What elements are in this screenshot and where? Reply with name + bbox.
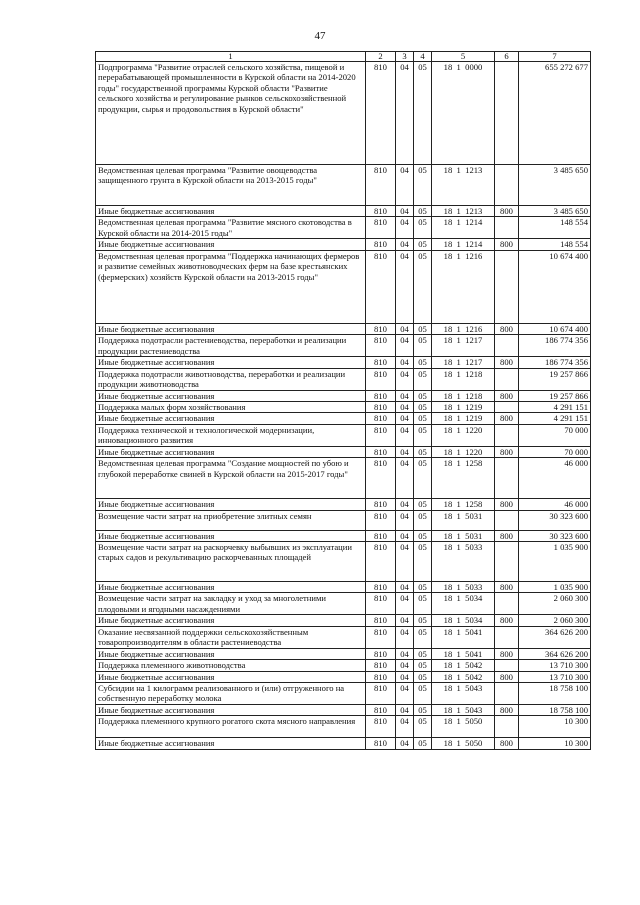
table-row	[96, 648, 591, 659]
table-row	[96, 593, 591, 615]
amount-cell: 10 674 400	[519, 250, 591, 323]
expense-type-cell	[495, 402, 519, 413]
amount-cell: 10 674 400	[519, 323, 591, 334]
subsection-code-cell: 05	[414, 593, 432, 615]
target-article-cell: 18 1 5041	[432, 648, 495, 659]
section-code-cell: 04	[396, 738, 414, 749]
target-article-cell: 18 1 1258	[432, 458, 495, 499]
subsection-code-cell: 05	[414, 530, 432, 541]
subsection-code-cell: 05	[414, 206, 432, 217]
section-code-cell: 04	[396, 390, 414, 401]
row-name-cell: Поддержка племенного крупного рогатого скота мясного направления	[96, 716, 366, 738]
row-name-cell: Иные бюджетные ассигнования	[96, 704, 366, 715]
expense-type-cell	[495, 682, 519, 704]
row-name-cell: Ведомственная целевая программа "Развитие овощеводства защищенного грунта в Курской области на 2013-2015 годы"	[96, 165, 366, 206]
ministry-code-cell: 810	[366, 738, 396, 749]
amount-cell: 10 300	[519, 716, 591, 738]
target-article-cell: 18 1 1213	[432, 165, 495, 206]
row-name-cell: Оказание несвязанной поддержки сельскохозяйственным товаропроизводителям в области растениеводства	[96, 626, 366, 648]
subsection-code-cell: 05	[414, 402, 432, 413]
target-article-cell: 18 1 5042	[432, 671, 495, 682]
subsection-code-cell: 05	[414, 682, 432, 704]
amount-cell: 655 272 677	[519, 62, 591, 165]
section-code-cell: 04	[396, 335, 414, 357]
row-name-cell: Возмещение части затрат на приобретение элитных семян	[96, 510, 366, 530]
row-name-cell: Иные бюджетные ассигнования	[96, 206, 366, 217]
row-name-cell: Иные бюджетные ассигнования	[96, 738, 366, 749]
table-row	[96, 615, 591, 626]
row-name-cell: Возмещение части затрат на закладку и уход за многолетними плодовыми и ягодными насаждениями	[96, 593, 366, 615]
expense-type-cell	[495, 424, 519, 446]
row-name-cell: Иные бюджетные ассигнования	[96, 323, 366, 334]
target-article-cell: 18 1 5033	[432, 542, 495, 582]
expense-type-cell	[495, 368, 519, 390]
subsection-code-cell: 05	[414, 648, 432, 659]
target-article-cell: 18 1 1213	[432, 206, 495, 217]
expense-type-cell	[495, 217, 519, 239]
ministry-code-cell: 810	[366, 335, 396, 357]
subsection-code-cell: 05	[414, 582, 432, 593]
subsection-code-cell: 05	[414, 368, 432, 390]
section-code-cell: 04	[396, 402, 414, 413]
ministry-code-cell: 810	[366, 542, 396, 582]
target-article-cell: 18 1 5034	[432, 593, 495, 615]
amount-cell: 1 035 900	[519, 582, 591, 593]
ministry-code-cell: 810	[366, 206, 396, 217]
target-article-cell: 18 1 1216	[432, 250, 495, 323]
page-number: 47	[314, 30, 326, 42]
amount-cell: 364 626 200	[519, 648, 591, 659]
row-name-cell: Иные бюджетные ассигнования	[96, 390, 366, 401]
table-row	[96, 250, 591, 323]
table-row	[96, 323, 591, 334]
row-name-cell: Иные бюджетные ассигнования	[96, 499, 366, 510]
subsection-code-cell: 05	[414, 671, 432, 682]
amount-cell: 148 554	[519, 239, 591, 250]
amount-cell: 19 257 866	[519, 368, 591, 390]
section-code-cell: 04	[396, 446, 414, 457]
expense-type-cell: 800	[495, 206, 519, 217]
expense-type-cell: 800	[495, 582, 519, 593]
subsection-code-cell: 05	[414, 424, 432, 446]
table-row	[96, 704, 591, 715]
subsection-code-cell: 05	[414, 704, 432, 715]
expense-type-cell	[495, 593, 519, 615]
section-code-cell: 04	[396, 165, 414, 206]
header-col-3: 3	[396, 52, 414, 62]
table-row	[96, 738, 591, 749]
subsection-code-cell: 05	[414, 738, 432, 749]
row-name-cell: Поддержка технической и технологической модернизации, инновационного развития	[96, 424, 366, 446]
header-col-1: 1	[96, 52, 366, 62]
expense-type-cell: 800	[495, 499, 519, 510]
expense-type-cell: 800	[495, 390, 519, 401]
target-article-cell: 18 1 1220	[432, 446, 495, 457]
table-row	[96, 239, 591, 250]
target-article-cell: 18 1 5042	[432, 660, 495, 671]
expense-type-cell: 800	[495, 615, 519, 626]
section-code-cell: 04	[396, 206, 414, 217]
row-name-cell: Иные бюджетные ассигнования	[96, 582, 366, 593]
ministry-code-cell: 810	[366, 446, 396, 457]
expense-type-cell: 800	[495, 671, 519, 682]
row-name-cell: Иные бюджетные ассигнования	[96, 446, 366, 457]
row-name-cell: Ведомственная целевая программа "Развитие мясного скотоводства в Курской области на 2014-2015 годы"	[96, 217, 366, 239]
table-row	[96, 458, 591, 499]
table-row	[96, 499, 591, 510]
expense-type-cell	[495, 716, 519, 738]
section-code-cell: 04	[396, 671, 414, 682]
section-code-cell: 04	[396, 648, 414, 659]
row-name-cell: Ведомственная целевая программа "Поддержка начинающих фермеров и развитие семейных животноводческих ферм на базе крестьянских (фермерских) хозяйств Курской области на 2013-2015 годы"	[96, 250, 366, 323]
amount-cell: 18 758 100	[519, 682, 591, 704]
section-code-cell: 04	[396, 704, 414, 715]
ministry-code-cell: 810	[366, 165, 396, 206]
table-row	[96, 165, 591, 206]
subsection-code-cell: 05	[414, 165, 432, 206]
expense-type-cell	[495, 660, 519, 671]
expense-type-cell: 800	[495, 530, 519, 541]
subsection-code-cell: 05	[414, 335, 432, 357]
target-article-cell: 18 1 5031	[432, 530, 495, 541]
ministry-code-cell: 810	[366, 413, 396, 424]
ministry-code-cell: 810	[366, 593, 396, 615]
target-article-cell: 18 1 1214	[432, 217, 495, 239]
section-code-cell: 04	[396, 593, 414, 615]
ministry-code-cell: 810	[366, 716, 396, 738]
table-row	[96, 335, 591, 357]
expense-type-cell: 800	[495, 648, 519, 659]
section-code-cell: 04	[396, 357, 414, 368]
row-name-cell: Возмещение части затрат на раскорчевку выбывших из эксплуатации старых садов и рекультивацию раскорчеванных площадей	[96, 542, 366, 582]
ministry-code-cell: 810	[366, 357, 396, 368]
section-code-cell: 04	[396, 499, 414, 510]
subsection-code-cell: 05	[414, 615, 432, 626]
table-row	[96, 368, 591, 390]
target-article-cell: 18 1 1219	[432, 402, 495, 413]
row-name-cell: Иные бюджетные ассигнования	[96, 671, 366, 682]
section-code-cell: 04	[396, 660, 414, 671]
subsection-code-cell: 05	[414, 446, 432, 457]
ministry-code-cell: 810	[366, 530, 396, 541]
target-article-cell: 18 1 1214	[432, 239, 495, 250]
expense-type-cell: 800	[495, 738, 519, 749]
amount-cell: 70 000	[519, 424, 591, 446]
target-article-cell: 18 1 1220	[432, 424, 495, 446]
amount-cell: 13 710 300	[519, 671, 591, 682]
section-code-cell: 04	[396, 615, 414, 626]
header-col-5: 5	[432, 52, 495, 62]
amount-cell: 186 774 356	[519, 335, 591, 357]
amount-cell: 30 323 600	[519, 510, 591, 530]
ministry-code-cell: 810	[366, 424, 396, 446]
target-article-cell: 18 1 1217	[432, 357, 495, 368]
ministry-code-cell: 810	[366, 217, 396, 239]
ministry-code-cell: 810	[366, 62, 396, 165]
ministry-code-cell: 810	[366, 402, 396, 413]
expense-type-cell	[495, 510, 519, 530]
ministry-code-cell: 810	[366, 390, 396, 401]
target-article-cell: 18 1 5043	[432, 704, 495, 715]
expense-type-cell: 800	[495, 323, 519, 334]
section-code-cell: 04	[396, 424, 414, 446]
table-row	[96, 716, 591, 738]
expense-type-cell	[495, 335, 519, 357]
target-article-cell: 18 1 1216	[432, 323, 495, 334]
amount-cell: 148 554	[519, 217, 591, 239]
subsection-code-cell: 05	[414, 499, 432, 510]
table-row	[96, 530, 591, 541]
table-row	[96, 660, 591, 671]
table-row	[96, 206, 591, 217]
amount-cell: 186 774 356	[519, 357, 591, 368]
table-row	[96, 446, 591, 457]
amount-cell: 18 758 100	[519, 704, 591, 715]
row-name-cell: Субсидии на 1 килограмм реализованного и (или) отгруженного на собственную переработку молока	[96, 682, 366, 704]
subsection-code-cell: 05	[414, 357, 432, 368]
subsection-code-cell: 05	[414, 660, 432, 671]
row-name-cell: Поддержка племенного животноводства	[96, 660, 366, 671]
row-name-cell: Иные бюджетные ассигнования	[96, 239, 366, 250]
expense-type-cell: 800	[495, 704, 519, 715]
amount-cell: 364 626 200	[519, 626, 591, 648]
table-row	[96, 357, 591, 368]
section-code-cell: 04	[396, 323, 414, 334]
table-row	[96, 510, 591, 530]
subsection-code-cell: 05	[414, 413, 432, 424]
ministry-code-cell: 810	[366, 704, 396, 715]
amount-cell: 4 291 151	[519, 402, 591, 413]
subsection-code-cell: 05	[414, 250, 432, 323]
table-header-row	[96, 52, 591, 62]
amount-cell: 19 257 866	[519, 390, 591, 401]
amount-cell: 10 300	[519, 738, 591, 749]
header-col-2: 2	[366, 52, 396, 62]
row-name-cell: Иные бюджетные ассигнования	[96, 648, 366, 659]
header-col-7: 7	[519, 52, 591, 62]
table-row	[96, 402, 591, 413]
amount-cell: 2 060 300	[519, 593, 591, 615]
ministry-code-cell: 810	[366, 510, 396, 530]
target-article-cell: 18 1 5034	[432, 615, 495, 626]
target-article-cell: 18 1 5031	[432, 510, 495, 530]
section-code-cell: 04	[396, 458, 414, 499]
subsection-code-cell: 05	[414, 323, 432, 334]
subsection-code-cell: 05	[414, 510, 432, 530]
header-col-6: 6	[495, 52, 519, 62]
expense-type-cell	[495, 542, 519, 582]
section-code-cell: 04	[396, 682, 414, 704]
amount-cell: 3 485 650	[519, 165, 591, 206]
target-article-cell: 18 1 1258	[432, 499, 495, 510]
table-row	[96, 582, 591, 593]
table-row	[96, 626, 591, 648]
amount-cell: 70 000	[519, 446, 591, 457]
section-code-cell: 04	[396, 530, 414, 541]
expense-type-cell	[495, 626, 519, 648]
row-name-cell: Иные бюджетные ассигнования	[96, 413, 366, 424]
row-name-cell: Поддержка подотрасли животноводства, переработки и реализации продукции животноводства	[96, 368, 366, 390]
subsection-code-cell: 05	[414, 62, 432, 165]
target-article-cell: 18 1 1218	[432, 390, 495, 401]
row-name-cell: Подпрограмма "Развитие отраслей сельского хозяйства, пищевой и перерабатывающей промышленности в Курской области на 2014-2020 годы" государственной программы Курской области "Развитие сельского хозяйства и регулирование рынков сельскохозяйственной продукции, сырья и продовольствия в Курской области"	[96, 62, 366, 165]
table-row	[96, 413, 591, 424]
target-article-cell: 18 1 1218	[432, 368, 495, 390]
target-article-cell: 18 1 5033	[432, 582, 495, 593]
ministry-code-cell: 810	[366, 458, 396, 499]
subsection-code-cell: 05	[414, 716, 432, 738]
amount-cell: 46 000	[519, 499, 591, 510]
ministry-code-cell: 810	[366, 671, 396, 682]
target-article-cell: 18 1 0000	[432, 62, 495, 165]
ministry-code-cell: 810	[366, 582, 396, 593]
target-article-cell: 18 1 5043	[432, 682, 495, 704]
table-row	[96, 62, 591, 165]
amount-cell: 3 485 650	[519, 206, 591, 217]
row-name-cell: Иные бюджетные ассигнования	[96, 357, 366, 368]
expense-type-cell	[495, 165, 519, 206]
amount-cell: 13 710 300	[519, 660, 591, 671]
header-col-4: 4	[414, 52, 432, 62]
section-code-cell: 04	[396, 217, 414, 239]
section-code-cell: 04	[396, 250, 414, 323]
ministry-code-cell: 810	[366, 660, 396, 671]
row-name-cell: Поддержка подотрасли растениеводства, переработки и реализации продукции растениеводства	[96, 335, 366, 357]
section-code-cell: 04	[396, 510, 414, 530]
table-row	[96, 390, 591, 401]
expense-type-cell	[495, 458, 519, 499]
subsection-code-cell: 05	[414, 626, 432, 648]
target-article-cell: 18 1 5041	[432, 626, 495, 648]
section-code-cell: 04	[396, 626, 414, 648]
target-article-cell: 18 1 1219	[432, 413, 495, 424]
expense-type-cell	[495, 250, 519, 323]
table-row	[96, 424, 591, 446]
subsection-code-cell: 05	[414, 542, 432, 582]
ministry-code-cell: 810	[366, 323, 396, 334]
ministry-code-cell: 810	[366, 648, 396, 659]
ministry-code-cell: 810	[366, 615, 396, 626]
expense-type-cell: 800	[495, 413, 519, 424]
amount-cell: 46 000	[519, 458, 591, 499]
section-code-cell: 04	[396, 582, 414, 593]
section-code-cell: 04	[396, 542, 414, 582]
ministry-code-cell: 810	[366, 239, 396, 250]
row-name-cell: Иные бюджетные ассигнования	[96, 615, 366, 626]
ministry-code-cell: 810	[366, 499, 396, 510]
budget-table	[95, 51, 591, 750]
expense-type-cell: 800	[495, 446, 519, 457]
ministry-code-cell: 810	[366, 368, 396, 390]
amount-cell: 30 323 600	[519, 530, 591, 541]
ministry-code-cell: 810	[366, 682, 396, 704]
subsection-code-cell: 05	[414, 458, 432, 499]
row-name-cell: Поддержка малых форм хозяйствования	[96, 402, 366, 413]
section-code-cell: 04	[396, 716, 414, 738]
expense-type-cell: 800	[495, 239, 519, 250]
ministry-code-cell: 810	[366, 626, 396, 648]
section-code-cell: 04	[396, 239, 414, 250]
target-article-cell: 18 1 1217	[432, 335, 495, 357]
row-name-cell: Ведомственная целевая программа "Создание мощностей по убою и глубокой переработке свиней в Курской области на 2015-2017 годы"	[96, 458, 366, 499]
expense-type-cell: 800	[495, 357, 519, 368]
expense-type-cell	[495, 62, 519, 165]
subsection-code-cell: 05	[414, 217, 432, 239]
table-row	[96, 682, 591, 704]
target-article-cell: 18 1 5050	[432, 738, 495, 749]
target-article-cell: 18 1 5050	[432, 716, 495, 738]
ministry-code-cell: 810	[366, 250, 396, 323]
section-code-cell: 04	[396, 62, 414, 165]
subsection-code-cell: 05	[414, 390, 432, 401]
section-code-cell: 04	[396, 413, 414, 424]
row-name-cell: Иные бюджетные ассигнования	[96, 530, 366, 541]
amount-cell: 4 291 151	[519, 413, 591, 424]
table-row	[96, 217, 591, 239]
table-row	[96, 671, 591, 682]
amount-cell: 1 035 900	[519, 542, 591, 582]
subsection-code-cell: 05	[414, 239, 432, 250]
table-row	[96, 542, 591, 582]
amount-cell: 2 060 300	[519, 615, 591, 626]
section-code-cell: 04	[396, 368, 414, 390]
